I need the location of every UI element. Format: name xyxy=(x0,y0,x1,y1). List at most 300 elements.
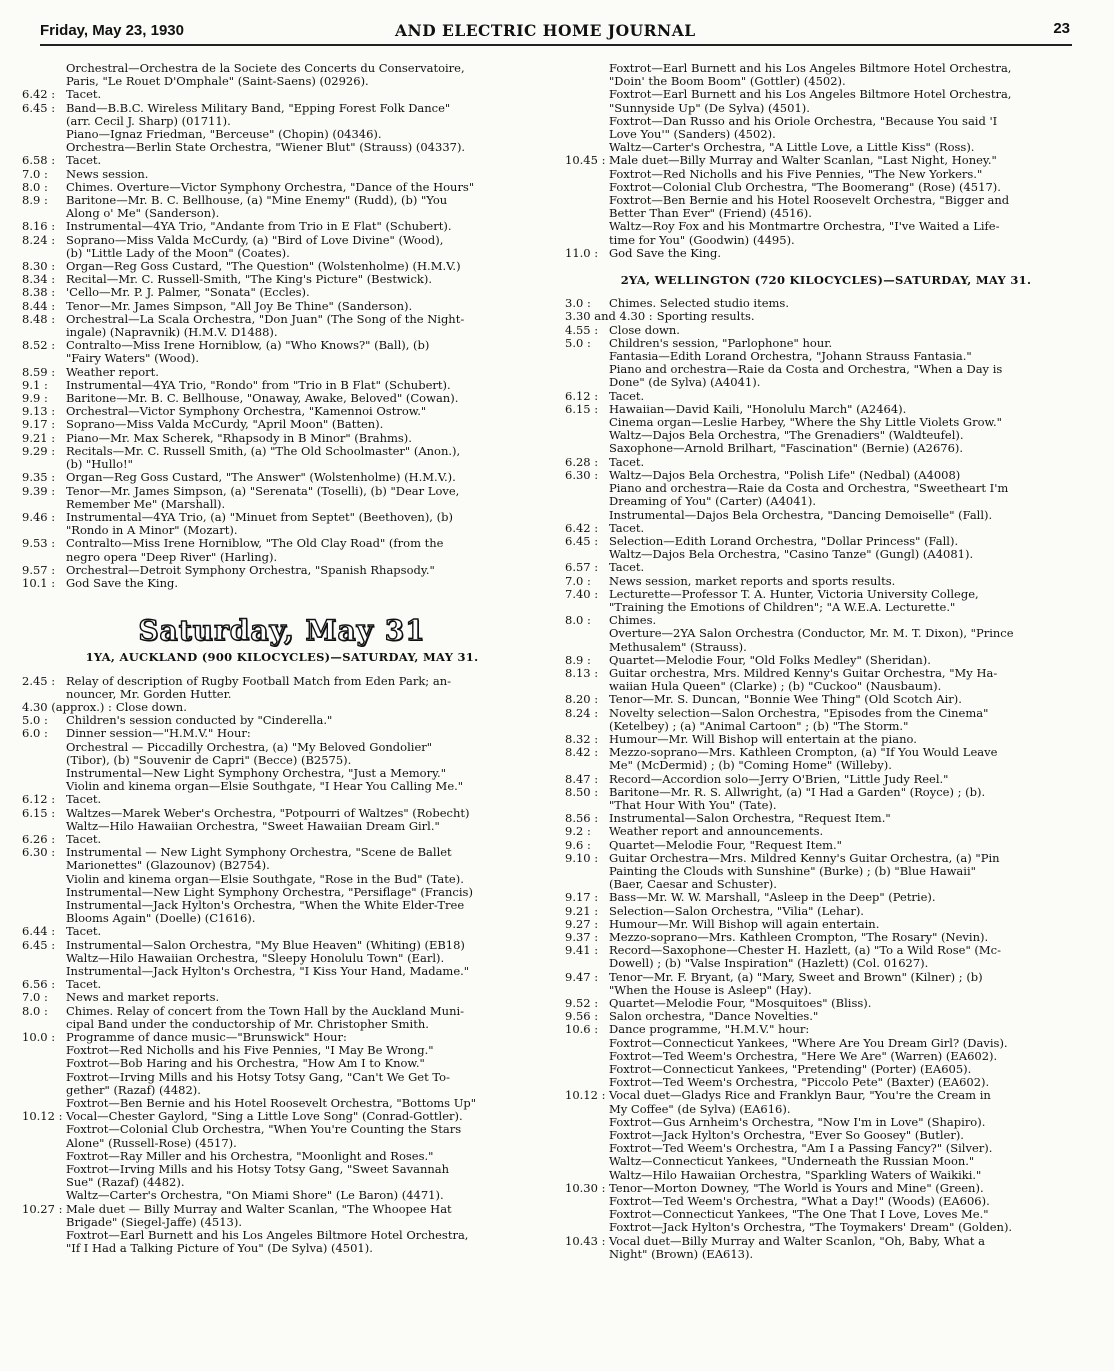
programme-line: Relay of description of Rugby Football Match from Eden Park; an- xyxy=(66,673,451,688)
programme-line: (b) "Hullo!" xyxy=(66,457,133,472)
programme-line: Orchestral—Victor Symphony Orchestra, "Kamennoi Ostrow." xyxy=(66,404,427,419)
programme-line: Programme of dance music—"Brunswick" Hour: xyxy=(66,1030,347,1045)
programme-line: Foxtrot—Irving Mills and his Hotsy Totsy Gang, "Sweet Savannah xyxy=(66,1162,450,1177)
programme-line: Organ—Reg Goss Custard, "The Question" (Wolstenholme) (H.M.V.) xyxy=(66,259,461,274)
programme-time: 10.45 : xyxy=(565,153,606,168)
programme-entry xyxy=(565,746,1087,772)
programme-entry xyxy=(22,418,542,431)
programme-entry xyxy=(22,925,542,938)
programme-line: Children's session, "Parlophone" hour. xyxy=(609,335,833,350)
programme-line: Alone" (Russell-Rose) (4517). xyxy=(66,1135,237,1150)
programme-time: 9.17 : xyxy=(565,890,599,905)
programme-entry xyxy=(22,471,542,484)
programme-entry xyxy=(22,366,542,379)
programme-line: God Save the King. xyxy=(66,575,179,590)
programme-time: 9.37 : xyxy=(565,930,599,944)
programme-line: Better Than Ever" (Friend) (4516). xyxy=(609,206,812,221)
programme-time: 8.0 : xyxy=(22,1003,48,1018)
programme-line: God Save the King. xyxy=(609,245,722,260)
programme-entry xyxy=(22,846,542,925)
programme-line: My Coffee" (de Sylva) (EA616). xyxy=(609,1101,791,1116)
programme-line: Guitar orchestra, Mrs. Mildred Kenny's Guitar Orchestra, "My Ha- xyxy=(609,665,998,680)
programme-line: Waltz—Roy Fox and his Montmartre Orchestra, "I've Waited a Life- xyxy=(609,219,1000,234)
programme-line: Dance programme, "H.M.V." hour: xyxy=(609,1022,810,1037)
programme-line: Band—B.B.C. Wireless Military Band, "Epping Forest Folk Dance" xyxy=(66,100,451,115)
programme-time: 2.45 : xyxy=(22,673,56,688)
programme-time: 6.45 : xyxy=(565,533,599,548)
programme-line: Foxtrot—Bob Haring and his Orchestra, "How Am I to Know." xyxy=(66,1056,425,1071)
programme-line: Children's session conducted by "Cinderella." xyxy=(66,713,333,728)
programme-time: 6.45 : xyxy=(22,937,56,952)
programme-line: gether" (Razaf) (4482). xyxy=(66,1082,201,1097)
programme-line: Contralto—Miss Irene Horniblow, "The Old Clay Road" (from the xyxy=(66,536,444,551)
programme-line: Foxtrot—Ted Weem's Orchestra, "Here We Are" (Warren) (EA602). xyxy=(609,1048,998,1063)
programme-line: Foxtrot—Irving Mills and his Hotsy Totsy Gang, "Can't We Get To- xyxy=(66,1069,450,1084)
programme-time: 5.0 : xyxy=(22,713,48,728)
programme-line: Tacet. xyxy=(66,153,102,168)
programme-line: Bass—Mr. W. W. Marshall, "Asleep in the Deep" (Petrie). xyxy=(609,890,936,905)
day-heading: Saturday, May 31 xyxy=(138,614,426,648)
page-number: 23 xyxy=(1053,20,1070,37)
header-rule xyxy=(40,44,1072,46)
programme-entry xyxy=(22,62,542,88)
programme-entry xyxy=(22,154,542,167)
programme-line: Waltz—Hilo Hawaiian Orchestra, "Sweet Hawaiian Dream Girl." xyxy=(66,818,440,833)
programme-time: 9.35 : xyxy=(22,470,56,485)
programme-line: Saxophone—Arnold Brilhart, "Fascination" (Bernie) (A2676). xyxy=(609,441,964,456)
programme-time: 10.6 : xyxy=(565,1022,599,1037)
programme-time: 5.0 : xyxy=(565,335,591,350)
right-column xyxy=(565,62,1087,1261)
programme-entry xyxy=(22,286,542,299)
programme-line: Foxtrot—Connecticut Yankees, "Where Are You Dream Girl? (Davis). xyxy=(609,1035,1008,1050)
programme-line: Weather report and announcements. xyxy=(609,824,824,839)
programme-time: 3.0 : xyxy=(565,296,591,311)
programme-time: 8.42 : xyxy=(565,745,599,760)
programme-line: Orchestral—La Scala Orchestra, "Don Juan" (The Song of the Night- xyxy=(66,311,465,326)
programme-line: (arr. Cecil J. Sharp) (01711). xyxy=(66,113,231,128)
programme-line: Piano and orchestra—Raie da Costa and Orchestra, "Sweetheart I'm xyxy=(609,481,1009,496)
programme-time: 8.48 : xyxy=(22,311,56,326)
programme-line: Foxtrot—Connecticut Yankees, "Pretending" (Porter) (EA605). xyxy=(609,1062,972,1077)
programme-line: waiian Hula Queen" (Clarke) ; (b) "Cuckoo" (Nausbaum). xyxy=(609,679,942,694)
programme-entry xyxy=(22,102,542,155)
programme-line: Foxtrot—Red Nicholls and his Five Pennies, "I May Be Wrong." xyxy=(66,1043,434,1058)
programme-entry xyxy=(22,1203,542,1256)
programme-line: "Rondo in A Minor" (Mozart). xyxy=(66,523,238,538)
programme-line: Male duet — Billy Murray and Walter Scanlan, "The Whoopee Hat xyxy=(66,1201,452,1216)
programme-line: Tenor—Mr. James Simpson, (a) "Serenata" (Toselli), (b) "Dear Love, xyxy=(66,483,460,498)
programme-line: Recital—Mr. C. Russell-Smith, "The King's Picture" (Bestwick). xyxy=(66,272,433,287)
programme-line: Cinema organ—Leslie Harbey, "Where the Shy Little Violets Grow." xyxy=(609,415,1002,430)
programme-entry xyxy=(22,313,542,339)
programme-time: 6.30 : xyxy=(565,467,599,482)
programme-line: Waltz—Hilo Hawaiian Orchestra, "Sleepy Honolulu Town" (Earl). xyxy=(66,950,445,965)
programme-entry xyxy=(565,390,1087,403)
programme-time: 8.9 : xyxy=(565,652,591,667)
programme-time: 9.57 : xyxy=(22,562,56,577)
programme-line: Fantasia—Edith Lorand Orchestra, "Johann Strauss Fantasia." xyxy=(609,349,972,364)
programme-entry xyxy=(22,220,542,233)
programme-line: Waltz—Carter's Orchestra, "A Little Love, a Little Kiss" (Ross). xyxy=(609,140,975,155)
programme-line: (b) "Little Lady of the Moon" (Coates). xyxy=(66,245,290,260)
programme-time: 6.57 : xyxy=(565,560,599,575)
programme-entry xyxy=(22,537,542,563)
programme-line: "Training the Emotions of Children"; "A W.E.A. Lecturette." xyxy=(609,599,956,614)
programme-line: Foxtrot—Earl Burnett and his Los Angeles Biltmore Hotel Orchestra, xyxy=(66,1228,469,1243)
programme-time: 9.9 : xyxy=(22,391,48,406)
programme-line: Foxtrot—Connecticut Yankees, "The One That I Love, Loves Me." xyxy=(609,1207,989,1222)
station-heading-auckland: 1YA, AUCKLAND (900 KILOCYCLES)—SATURDAY, MAY 31. xyxy=(85,650,479,665)
programme-entry xyxy=(565,456,1087,469)
programme-entry xyxy=(22,1031,542,1110)
programme-line: Instrumental—4YA Trio, "Rondo" from "Trio in B Flat" (Schubert). xyxy=(66,377,451,392)
programme-line: Brigade" (Siegel-Jaffe) (4513). xyxy=(66,1214,243,1229)
programme-time: 6.45 : xyxy=(22,100,56,115)
programme-entry xyxy=(22,807,542,833)
programme-line: Record—Saxophone—Chester H. Hazlett, (a) "To a Wild Rose" (Mc- xyxy=(609,943,1002,958)
programme-line: Chimes. Overture—Victor Symphony Orchestra, "Dance of the Hours" xyxy=(66,179,475,194)
programme-line: Dinner session—"H.M.V." Hour: xyxy=(66,726,251,741)
programme-time: 9.21 : xyxy=(22,430,56,445)
programme-line: Chimes. Selected studio items. xyxy=(609,296,789,311)
programme-line: Humour—Mr. Will Bishop will entertain at the piano. xyxy=(609,731,917,746)
programme-line: Foxtrot—Jack Hylton's Orchestra, "The Toymakers' Dream" (Golden). xyxy=(609,1220,1013,1235)
programme-line: Tenor—Mr. S. Duncan, "Bonnie Wee Thing" (Old Scotch Air). xyxy=(609,692,962,707)
programme-time: 8.47 : xyxy=(565,771,599,786)
programme-line: Dowell) ; (b) "Valse Inspiration" (Hazlett) (Col. 01627). xyxy=(609,956,929,971)
programme-line: Quartet—Melodie Four, "Mosquitoes" (Bliss). xyxy=(609,996,872,1011)
programme-line: Quartet—Melodie Four, "Request Item." xyxy=(609,837,842,852)
programme-entry xyxy=(22,1005,542,1031)
programme-line: Tenor—Morton Downey, "The World is Yours and Mine" (Green). xyxy=(609,1180,984,1195)
programme-line: Recitals—Mr. C. Russell Smith, (a) "The Old Schoolmaster" (Anon.), xyxy=(66,443,461,458)
programme-time: 6.12 : xyxy=(565,388,599,403)
programme-line: Sporting results. xyxy=(656,309,755,324)
programme-line: Novelty selection—Salon Orchestra, "Episodes from the Cinema" xyxy=(609,705,989,720)
programme-line: Instrumental — New Light Symphony Orchestra, "Scene de Ballet xyxy=(66,845,452,860)
programme-entry xyxy=(565,403,1087,456)
programme-line: Tacet. xyxy=(609,520,645,535)
programme-line: Baritone—Mr. B. C. Bellhouse, (a) "Mine Enemy" (Rudd), (b) "You xyxy=(66,193,448,208)
programme-line: Lecturette—Professor T. A. Hunter, Victoria University College, xyxy=(609,586,979,601)
programme-time: 10.0 : xyxy=(22,1030,56,1045)
programme-entry xyxy=(565,588,1087,614)
station-heading-wellington: 2YA, WELLINGTON (720 KILOCYCLES)—SATURDAY, MAY 31. xyxy=(620,273,1032,288)
programme-time: 6.28 : xyxy=(565,454,599,469)
programme-entry xyxy=(565,839,1087,852)
programme-entry xyxy=(565,786,1087,812)
programme-time: 4.55 : xyxy=(565,322,599,337)
programme-time: 10.12 : xyxy=(22,1109,63,1124)
programme-line: Tacet. xyxy=(609,388,645,403)
programme-time: 8.30 : xyxy=(22,259,56,274)
programme-line: Foxtrot—Ted Weem's Orchestra, "What a Day!" (Woods) (EA606). xyxy=(609,1194,990,1209)
programme-line: Waltz—Dajos Bela Orchestra, "Polish Life" (Nedbal) (A4008) xyxy=(609,467,961,482)
programme-line: Foxtrot—Ted Weem's Orchestra, "Am I a Passing Fancy?" (Silver). xyxy=(609,1141,993,1156)
programme-line: Vocal—Chester Gaylord, "Sing a Little Love Song" (Conrad-Gottler). xyxy=(66,1109,463,1124)
programme-line: Tacet. xyxy=(66,977,102,992)
programme-list-auckland-continued xyxy=(565,62,1087,260)
programme-time: 6.26 : xyxy=(22,831,56,846)
programme-entry xyxy=(565,575,1087,588)
left-column xyxy=(22,62,542,1255)
programme-line: Foxtrot—Dan Russo and his Oriole Orchestra, "Because You said 'I xyxy=(609,113,998,128)
programme-list-wellington xyxy=(565,297,1087,1261)
programme-line: (Baer, Caesar and Schuster). xyxy=(609,877,777,892)
programme-line: "If I Had a Talking Picture of You" (De Sylva) (4501). xyxy=(66,1241,373,1256)
programme-list-dunedin-continued xyxy=(22,62,542,590)
programme-time: 6.58 : xyxy=(22,153,56,168)
programme-entry xyxy=(565,1182,1087,1235)
programme-line: 'Cello—Mr. P. J. Palmer, "Sonata" (Eccles). xyxy=(66,285,310,300)
programme-line: Instrumental—New Light Symphony Orchestra, "Persiflage" (Francis) xyxy=(66,884,473,899)
programme-entry xyxy=(565,1089,1087,1181)
programme-line: Organ—Reg Goss Custard, "The Answer" (Wolstenholme) (H.M.V.). xyxy=(66,470,456,485)
programme-entry xyxy=(565,324,1087,337)
programme-time: 11.0 : xyxy=(565,245,599,260)
header-journal-title: AND ELECTRIC HOME JOURNAL xyxy=(395,21,696,40)
programme-time: 8.56 : xyxy=(565,811,599,826)
programme-time: 6.30 : xyxy=(22,845,56,860)
programme-line: Love You'" (Sanders) (4502). xyxy=(609,127,776,142)
programme-time: 9.29 : xyxy=(22,443,56,458)
programme-entry xyxy=(565,693,1087,706)
programme-line: Waltz—Dajos Bela Orchestra, "The Grenadiers" (Waldteufel). xyxy=(609,428,964,443)
programme-line: Paris, "Le Rouet D'Omphale" (Saint-Saens) (02926). xyxy=(66,74,369,89)
programme-entry xyxy=(565,825,1087,838)
programme-entry xyxy=(22,300,542,313)
programme-line: Along o' Me" (Sanderson). xyxy=(66,206,220,221)
programme-entry xyxy=(565,891,1087,904)
programme-time: 7.40 : xyxy=(565,586,599,601)
programme-line: "Doin' the Boom Boom" (Gottler) (4502). xyxy=(609,74,846,89)
programme-entry xyxy=(565,154,1087,246)
programme-line: Instrumental—Salon Orchestra, "Request Item." xyxy=(609,811,891,826)
programme-line: Instrumental—New Light Symphony Orchestra, "Just a Memory." xyxy=(66,765,446,780)
programme-entry xyxy=(22,194,542,220)
programme-entry xyxy=(22,485,542,511)
programme-entry xyxy=(565,614,1087,654)
programme-entry xyxy=(565,773,1087,786)
header-date: Friday, May 23, 1930 xyxy=(40,22,184,39)
programme-entry xyxy=(565,62,1087,154)
programme-line: "Sunnyside Up" (De Sylva) (4501). xyxy=(609,100,810,115)
programme-line: Baritone—Mr. R. S. Allwright, (a) "I Had a Garden" (Royce) ; (b). xyxy=(609,784,986,799)
programme-time: 8.20 : xyxy=(565,692,599,707)
programme-line: Waltzes—Marek Weber's Orchestra, "Potpourri of Waltzes" (Robecht) xyxy=(66,805,470,820)
programme-time: 8.24 : xyxy=(22,232,56,247)
programme-time: 9.17 : xyxy=(22,417,56,432)
programme-line: Instrumental—4YA Trio, "Andante from Trio in E Flat" (Schubert). xyxy=(66,219,452,234)
programme-entry xyxy=(22,234,542,260)
programme-time: 8.50 : xyxy=(565,784,599,799)
programme-entry xyxy=(22,432,542,445)
programme-time: 9.2 : xyxy=(565,824,591,839)
programme-line: Waltz—Carter's Orchestra, "On Miami Shore" (Le Baron) (4471). xyxy=(66,1188,444,1203)
programme-line: Foxtrot—Earl Burnett and his Los Angeles Biltmore Hotel Orchestra, xyxy=(609,87,1012,102)
programme-entry xyxy=(22,339,542,365)
programme-time: 9.27 : xyxy=(565,916,599,931)
programme-time: 10.27 : xyxy=(22,1201,63,1216)
programme-line: Soprano—Miss Valda McCurdy, "April Moon" (Batten). xyxy=(66,417,384,432)
programme-entry xyxy=(565,469,1087,522)
programme-line: Piano and orchestra—Raie da Costa and Orchestra, "When a Day is xyxy=(609,362,1003,377)
programme-time: 9.10 : xyxy=(565,850,599,865)
programme-entry xyxy=(22,88,542,101)
programme-line: News and market reports. xyxy=(66,990,220,1005)
programme-time: 9.21 : xyxy=(565,903,599,918)
programme-entry xyxy=(22,564,542,577)
programme-line: Record—Accordion solo—Jerry O'Brien, "Little Judy Reel." xyxy=(609,771,949,786)
programme-line: Orchestral—Orchestra de la Societe des Concerts du Conservatoire, xyxy=(66,61,465,75)
programme-time: 7.0 : xyxy=(565,573,591,588)
programme-line: Foxtrot—Earl Burnett and his Los Angeles Biltmore Hotel Orchestra, xyxy=(609,61,1012,75)
programme-line: Close down. xyxy=(609,322,680,337)
programme-entry xyxy=(565,1023,1087,1089)
programme-entry xyxy=(565,522,1087,535)
programme-line: Tacet. xyxy=(66,87,102,102)
programme-entry xyxy=(565,654,1087,667)
programme-line: Orchestral—Detroit Symphony Orchestra, "Spanish Rhapsody." xyxy=(66,562,435,577)
programme-time: 8.52 : xyxy=(22,338,56,353)
programme-time: 6.42 : xyxy=(22,87,56,102)
programme-line: Orchestral — Piccadilly Orchestra, (a) "My Beloved Gondolier" xyxy=(66,739,433,754)
programme-line: Instrumental—4YA Trio, (a) "Minuet from Septet" (Beethoven), (b) xyxy=(66,509,453,524)
programme-time: 9.46 : xyxy=(22,509,56,524)
programme-line: Foxtrot—Colonial Club Orchestra, "The Boomerang" (Rose) (4517). xyxy=(609,179,1001,194)
programme-line: News session, market reports and sports results. xyxy=(609,573,896,588)
programme-line: Baritone—Mr. B. C. Bellhouse, "Onaway, Awake, Beloved" (Cowan). xyxy=(66,391,459,406)
programme-line: Piano—Mr. Max Scherek, "Rhapsody in B Minor" (Brahms). xyxy=(66,430,412,445)
programme-entry xyxy=(22,793,542,806)
programme-line: Methusalem" (Strauss). xyxy=(609,639,747,654)
programme-entry xyxy=(565,310,1087,323)
programme-line: Chimes. xyxy=(609,613,657,628)
programme-time: 9.1 : xyxy=(22,377,48,392)
programme-time: 8.34 : xyxy=(22,272,56,287)
programme-line: Mezzo-soprano—Mrs. Kathleen Crompton, "The Rosary" (Nevin). xyxy=(609,930,989,944)
programme-time xyxy=(22,62,66,88)
programme-time: 6.15 : xyxy=(22,805,56,820)
programme-line: "Fairy Waters" (Wood). xyxy=(66,351,199,366)
programme-time: 8.0 : xyxy=(22,179,48,194)
programme-line: Mezzo-soprano—Mrs. Kathleen Crompton, (a) "If You Would Leave xyxy=(609,745,998,760)
programme-line: Tacet. xyxy=(66,792,102,807)
programme-time: 10.12 : xyxy=(565,1088,606,1103)
programme-line: Me" (McDermid) ; (b) "Coming Home" (Willeby). xyxy=(609,758,892,773)
programme-time: 6.56 : xyxy=(22,977,56,992)
programme-line: Soprano—Miss Valda McCurdy, (a) "Bird of Love Divine" (Wood), xyxy=(66,232,444,247)
programme-entry xyxy=(565,247,1087,260)
programme-entry xyxy=(22,939,542,979)
programme-line: (Tibor), (b) "Souvenir de Capri" (Becce) (B2575). xyxy=(66,752,352,767)
programme-entry xyxy=(565,1235,1087,1261)
programme-entry xyxy=(565,337,1087,390)
programme-time: 9.47 : xyxy=(565,969,599,984)
programme-line: Instrumental—Salon Orchestra, "My Blue Heaven" (Whiting) (EB18) xyxy=(66,937,465,952)
programme-line: Foxtrot—Ben Bernie and his Hotel Roosevelt Orchestra, "Bigger and xyxy=(609,193,1010,208)
programme-entry xyxy=(565,905,1087,918)
programme-entry xyxy=(22,675,542,701)
programme-line: cipal Band under the conductorship of Mr. Christopher Smith. xyxy=(66,1016,429,1031)
programme-time: 10.30 : xyxy=(565,1180,606,1195)
programme-time: 6.12 : xyxy=(22,792,56,807)
programme-time: 3.30 and 4.30 : xyxy=(565,309,653,324)
programme-line: News session. xyxy=(66,166,149,181)
programme-line: Tacet. xyxy=(609,560,645,575)
programme-time: 8.9 : xyxy=(22,193,48,208)
programme-time: 9.52 : xyxy=(565,996,599,1011)
programme-time: 9.53 : xyxy=(22,536,56,551)
programme-line: Night" (Brown) (EA613). xyxy=(609,1246,754,1261)
programme-line: Foxtrot—Colonial Club Orchestra, "When You're Counting the Stars xyxy=(66,1122,462,1137)
programme-line: "That Hour With You" (Tate). xyxy=(609,797,777,812)
programme-line: Tacet. xyxy=(609,454,645,469)
programme-line: Vocal duet—Gladys Rice and Franklyn Baur, "You're the Cream in xyxy=(609,1088,991,1103)
programme-time: 9.13 : xyxy=(22,404,56,419)
programme-line: Tenor—Mr. James Simpson, "All Joy Be Thine" (Sanderson). xyxy=(66,298,413,313)
programme-line: Hawaiian—David Kaili, "Honolulu March" (A2464). xyxy=(609,401,907,416)
programme-time: 6.44 : xyxy=(22,924,56,939)
programme-line: Selection—Edith Lorand Orchestra, "Dollar Princess" (Fall). xyxy=(609,533,959,548)
programme-line: Humour—Mr. Will Bishop will again entertain. xyxy=(609,916,880,931)
programme-line: Overture—2YA Salon Orchestra (Conductor, Mr. M. T. Dixon), "Prince xyxy=(609,626,1014,641)
programme-time: 8.0 : xyxy=(565,613,591,628)
programme-time: 6.42 : xyxy=(565,520,599,535)
programme-entry xyxy=(22,577,542,590)
programme-line: Contralto—Miss Irene Horniblow, (a) "Who Knows?" (Ball), (b) xyxy=(66,338,430,353)
programme-entry xyxy=(565,852,1087,892)
programme-line: Instrumental—Jack Hylton's Orchestra, "When the White Elder-Tree xyxy=(66,897,465,912)
programme-time: 8.38 : xyxy=(22,285,56,300)
programme-line: Weather report. xyxy=(66,364,159,379)
programme-line: Tenor—Mr. F. Bryant, (a) "Mary, Sweet and Brown" (Kilner) ; (b) xyxy=(609,969,983,984)
programme-time xyxy=(565,62,609,154)
programme-line: Salon orchestra, "Dance Novelties." xyxy=(609,1009,819,1024)
programme-line: Instrumental—Jack Hylton's Orchestra, "I Kiss Your Hand, Madame." xyxy=(66,964,470,978)
programme-entry xyxy=(22,445,542,471)
programme-line: Instrumental—Dajos Bela Orchestra, "Dancing Demoiselle" (Fall). xyxy=(609,507,993,522)
programme-time: 4.30 (approx.) : xyxy=(22,699,112,714)
programme-line: Waltz—Dajos Bela Orchestra, "Casino Tanze" (Gungl) (A4081). xyxy=(609,547,974,562)
programme-line: Blooms Again" (Doelle) (C1616). xyxy=(66,911,256,926)
programme-entry xyxy=(22,991,542,1004)
programme-time: 9.56 : xyxy=(565,1009,599,1024)
programme-line: Waltz—Connecticut Yankees, "Underneath the Russian Moon." xyxy=(609,1154,975,1169)
programme-line: Selection—Salon Orchestra, "Vilia" (Lehar). xyxy=(609,903,864,918)
programme-time: 6.0 : xyxy=(22,726,48,741)
programme-entry xyxy=(565,707,1087,733)
programme-time: 10.1 : xyxy=(22,575,56,590)
programme-line: Foxtrot—Ben Bernie and his Hotel Roosevelt Orchestra, "Bottoms Up" xyxy=(66,1096,477,1111)
programme-line: Chimes. Relay of concert from the Town Hall by the Auckland Muni- xyxy=(66,1003,465,1018)
programme-line: Sue" (Razaf) (4482). xyxy=(66,1175,185,1190)
programme-time: 8.13 : xyxy=(565,665,599,680)
programme-entry xyxy=(565,535,1087,561)
programme-time: 8.44 : xyxy=(22,298,56,313)
programme-line: nouncer, Mr. Gorden Hutter. xyxy=(66,686,232,701)
programme-line: Piano—Ignaz Friedman, "Berceuse" (Chopin) (04346). xyxy=(66,127,382,142)
programme-line: Orchestra—Berlin State Orchestra, "Wiener Blut" (Strauss) (04337). xyxy=(66,140,466,155)
programme-time: 8.59 : xyxy=(22,364,56,379)
programme-line: Male duet—Billy Murray and Walter Scanlan, "Last Night, Honey." xyxy=(609,153,997,168)
programme-time: 10.43 : xyxy=(565,1233,606,1248)
programme-line: "When the House is Asleep" (Hay). xyxy=(609,982,812,997)
programme-time: 9.39 : xyxy=(22,483,56,498)
programme-line: Marionettes" (Glazounov) (B2754). xyxy=(66,858,270,873)
programme-entry xyxy=(565,944,1087,970)
